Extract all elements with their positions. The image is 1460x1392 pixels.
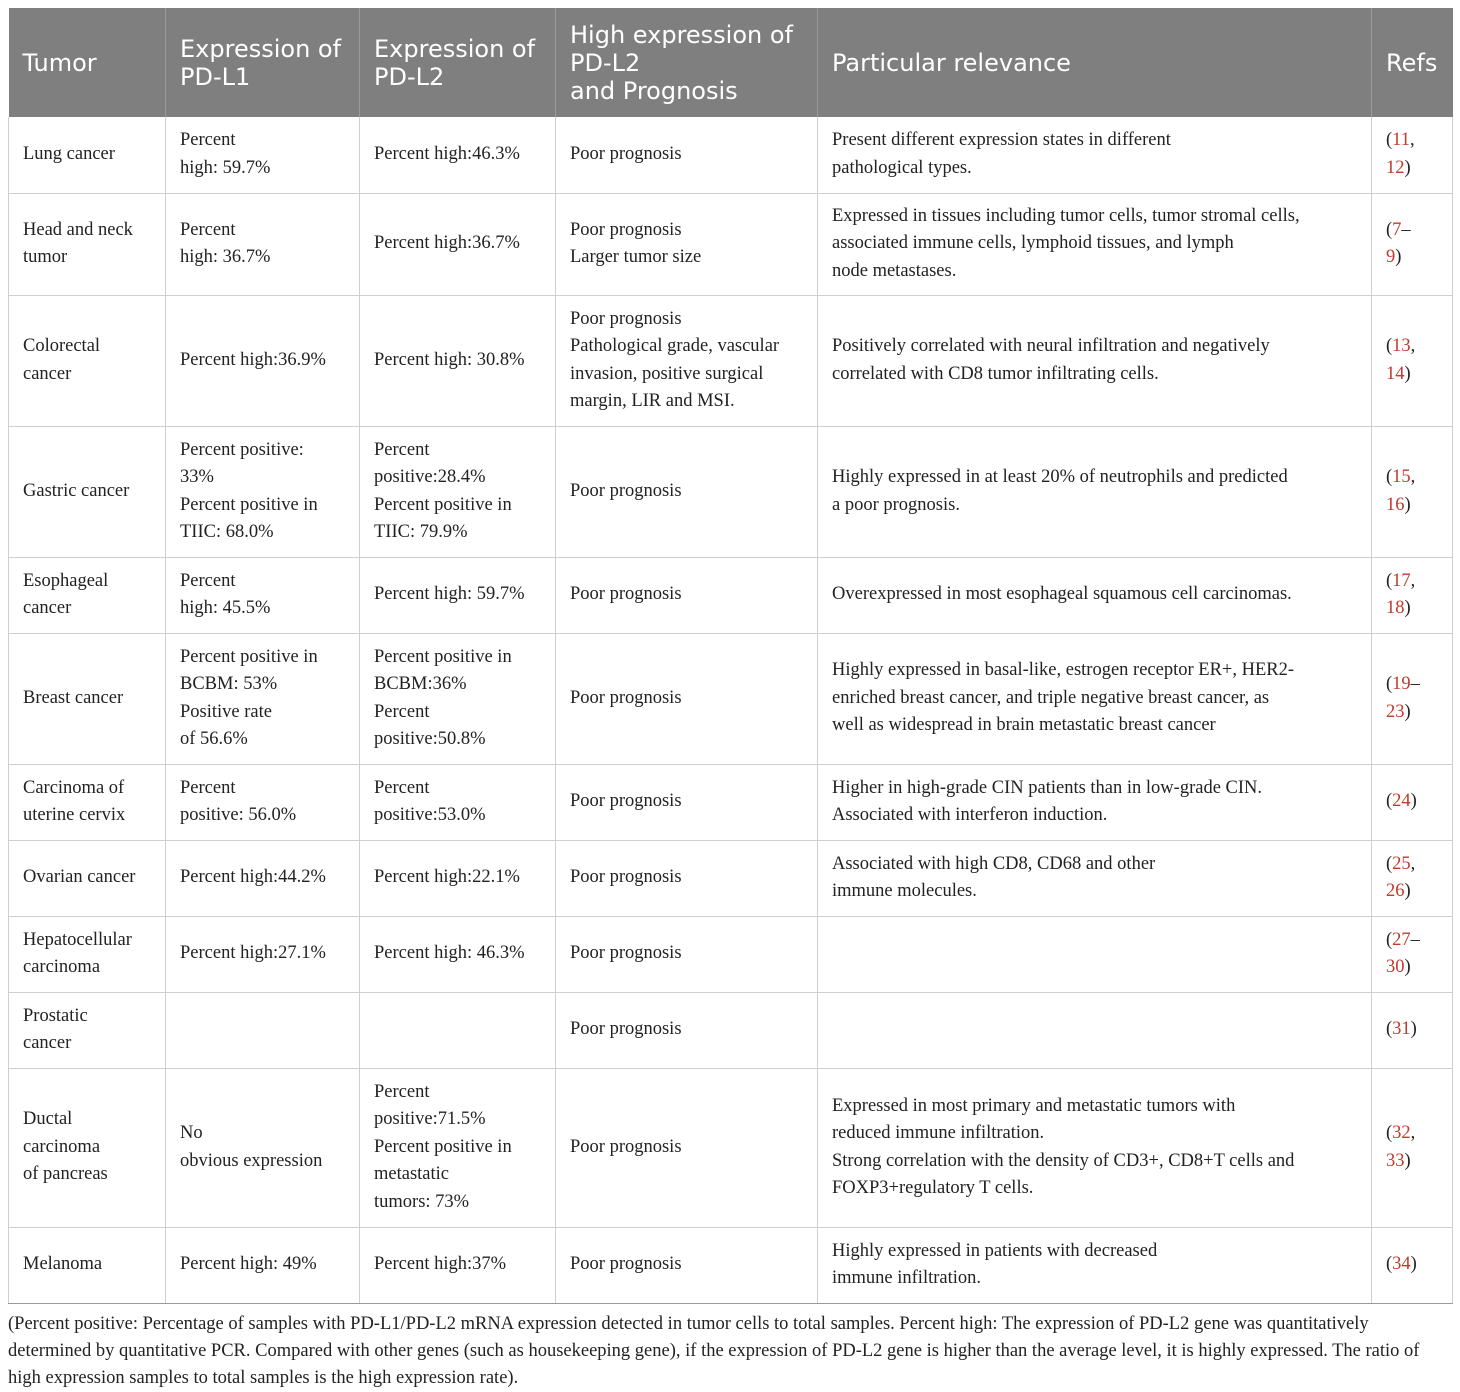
ref-link[interactable]: 7 — [1392, 219, 1402, 240]
cell-relevance: Highly expressed in patients with decreased immune infiltration. — [818, 1227, 1372, 1303]
cell-refs: (25, 26) — [1372, 840, 1453, 916]
cell-pdl2: Percent high:37% — [360, 1227, 556, 1303]
ref-separator: , — [1410, 130, 1415, 151]
cell-pdl2: Percent positive:28.4% Percent positive in TIIC: 79.9% — [360, 426, 556, 557]
ref-separator: – — [1410, 674, 1420, 694]
header-relevance: Particular relevance — [818, 8, 1372, 117]
ref-separator: , — [1410, 336, 1416, 356]
cell-refs: (17, 18) — [1372, 557, 1453, 633]
ref-link[interactable]: 18 — [1386, 598, 1405, 618]
cell-relevance — [818, 992, 1372, 1068]
table-row — [9, 992, 1453, 1068]
table-row — [9, 764, 1453, 840]
cell-relevance: Highly expressed in basal-like, estrogen receptor ER+, HER2- enriched breast cancer, and triple negative breast cancer, as well as widespread in brain metastatic breast cancer — [818, 633, 1372, 764]
cell-refs: (31) — [1372, 992, 1453, 1068]
table-row — [9, 1068, 1453, 1227]
cell-tumor: Ovarian cancer — [9, 840, 166, 916]
cell-pdl2: Percent high:22.1% — [360, 840, 556, 916]
cell-pdl1: No obvious expression — [166, 1068, 360, 1227]
cell-prognosis: Poor prognosis — [556, 426, 818, 557]
cell-pdl2: Percent high:46.3% — [360, 117, 556, 193]
header-prognosis: High expression of PD-L2 and Prognosis — [556, 8, 818, 117]
cell-refs: (15, 16) — [1372, 426, 1453, 557]
cell-tumor: Carcinoma of uterine cervix — [9, 764, 166, 840]
ref-link[interactable]: 26 — [1386, 881, 1405, 901]
cell-pdl2: Percent high: 46.3% — [360, 916, 556, 992]
ref-separator: , — [1410, 570, 1416, 591]
table-row — [9, 117, 1453, 193]
cell-prognosis: Poor prognosis Larger tumor size — [556, 193, 818, 295]
cell-pdl2: Percent positive in BCBM:36% Percent positive:50.8% — [360, 633, 556, 764]
table-row — [9, 557, 1453, 633]
cell-pdl1: Percent positive: 33% Percent positive in TIIC: 68.0% — [166, 426, 360, 557]
cell-prognosis: Poor prognosis — [556, 840, 818, 916]
ref-link[interactable]: 25 — [1392, 853, 1411, 874]
cell-relevance: Positively correlated with neural infiltration and negatively correlated with CD8 tumor infiltrating cells. — [818, 295, 1372, 426]
ref-link[interactable]: 24 — [1392, 791, 1411, 812]
cell-tumor: Hepatocellular carcinoma — [9, 916, 166, 992]
cell-relevance: Present different expression states in different pathological types. — [818, 117, 1372, 193]
table-row — [9, 193, 1453, 295]
cell-tumor: Esophageal cancer — [9, 557, 166, 633]
ref-separator: , — [1410, 1123, 1416, 1143]
table-row — [9, 633, 1453, 764]
cell-pdl1: Percent high: 36.7% — [166, 193, 360, 295]
table-row — [9, 840, 1453, 916]
ref-link[interactable]: 23 — [1386, 701, 1405, 722]
cell-refs: (7– 9) — [1372, 193, 1453, 295]
table-container — [8, 8, 1452, 1304]
cell-tumor: Colorectal cancer — [9, 295, 166, 426]
cell-tumor: Lung cancer — [9, 117, 166, 193]
table-body — [9, 117, 1453, 1303]
cell-refs: (13, 14) — [1372, 295, 1453, 426]
cell-pdl1: Percent high: 49% — [166, 1227, 360, 1303]
cell-pdl1: Percent positive: 56.0% — [166, 764, 360, 840]
ref-link[interactable]: 31 — [1392, 1019, 1411, 1040]
cell-refs: (34) — [1372, 1227, 1453, 1303]
cell-tumor: Prostatic cancer — [9, 992, 166, 1068]
cell-refs: (32, 33) — [1372, 1068, 1453, 1227]
cell-prognosis: Poor prognosis — [556, 764, 818, 840]
ref-link[interactable]: 33 — [1386, 1150, 1405, 1171]
cell-prognosis: Poor prognosis — [556, 557, 818, 633]
tumor-expression-table — [8, 8, 1453, 1304]
header-row — [9, 8, 1453, 117]
cell-relevance: Higher in high-grade CIN patients than in low-grade CIN. Associated with interferon induction. — [818, 764, 1372, 840]
ref-link[interactable]: 32 — [1392, 1123, 1411, 1143]
ref-link[interactable]: 13 — [1392, 336, 1411, 356]
cell-pdl1: Percent positive in BCBM: 53% Positive rate of 56.6% — [166, 633, 360, 764]
cell-pdl1 — [166, 992, 360, 1068]
ref-link[interactable]: 16 — [1386, 494, 1405, 515]
header-tumor: Tumor — [9, 8, 166, 117]
ref-link[interactable]: 19 — [1392, 674, 1411, 694]
table-footnote: (Percent positive: Percentage of samples with PD-L1/PD-L2 mRNA expression detected in tumor cells to total samples. Percent high: The expression of PD-L2 gene was quantitatively determined by quantitative PCR. Compared with other genes (such as housekeeping gene), if the expression of PD-L2 gene is higher than the average level, it is highly expressed. The ratio of high expression samples to total samples is the high expression rate). — [8, 1314, 1420, 1388]
cell-prognosis: Poor prognosis Pathological grade, vascular invasion, positive surgical margin, LIR and MSI. — [556, 295, 818, 426]
cell-prognosis: Poor prognosis — [556, 992, 818, 1068]
cell-pdl2: Percent high: 30.8% — [360, 295, 556, 426]
cell-prognosis: Poor prognosis — [556, 117, 818, 193]
cell-pdl1: Percent high: 59.7% — [166, 117, 360, 193]
cell-relevance: Overexpressed in most esophageal squamous cell carcinomas. — [818, 557, 1372, 633]
cell-pdl1: Percent high: 45.5% — [166, 557, 360, 633]
cell-pdl1: Percent high:27.1% — [166, 916, 360, 992]
ref-separator: , — [1410, 853, 1416, 874]
cell-refs: (11, 12) — [1372, 117, 1453, 193]
cell-relevance: Expressed in most primary and metastatic tumors with reduced immune infiltration. Strong correlation with the density of CD3+, CD8+T cells and FOXP3+regulatory T cells. — [818, 1068, 1372, 1227]
ref-separator: – — [1401, 219, 1411, 240]
ref-link[interactable]: 30 — [1386, 957, 1405, 977]
cell-refs: (27– 30) — [1372, 916, 1453, 992]
cell-prognosis: Poor prognosis — [556, 633, 818, 764]
ref-link[interactable]: 27 — [1392, 929, 1411, 950]
cell-relevance: Expressed in tissues including tumor cells, tumor stromal cells, associated immune cells, lymphoid tissues, and lymph node metastases. — [818, 193, 1372, 295]
cell-prognosis: Poor prognosis — [556, 1227, 818, 1303]
header-pdl1: Expression of PD-L1 — [166, 8, 360, 117]
cell-tumor: Ductal carcinoma of pancreas — [9, 1068, 166, 1227]
table-row — [9, 916, 1453, 992]
cell-tumor: Melanoma — [9, 1227, 166, 1303]
cell-pdl2: Percent high: 59.7% — [360, 557, 556, 633]
ref-link[interactable]: 17 — [1392, 570, 1411, 591]
ref-link[interactable]: 14 — [1386, 363, 1405, 384]
cell-pdl2: Percent high:36.7% — [360, 193, 556, 295]
cell-refs: (19– 23) — [1372, 633, 1453, 764]
cell-relevance: Associated with high CD8, CD68 and other immune molecules. — [818, 840, 1372, 916]
ref-link[interactable]: 12 — [1386, 157, 1405, 178]
cell-pdl2: Percent positive:71.5% Percent positive in metastatic tumors: 73% — [360, 1068, 556, 1227]
header-refs: Refs — [1372, 8, 1453, 117]
cell-tumor: Head and neck tumor — [9, 193, 166, 295]
table-row — [9, 426, 1453, 557]
header-pdl2: Expression of PD-L2 — [360, 8, 556, 117]
cell-pdl2: Percent positive:53.0% — [360, 764, 556, 840]
cell-prognosis: Poor prognosis — [556, 1068, 818, 1227]
cell-pdl2 — [360, 992, 556, 1068]
ref-link[interactable]: 11 — [1392, 130, 1410, 151]
cell-tumor: Breast cancer — [9, 633, 166, 764]
cell-pdl1: Percent high:36.9% — [166, 295, 360, 426]
cell-refs: (24) — [1372, 764, 1453, 840]
cell-relevance — [818, 916, 1372, 992]
ref-link[interactable]: 9 — [1386, 247, 1396, 267]
table-row — [9, 295, 1453, 426]
cell-prognosis: Poor prognosis — [556, 916, 818, 992]
ref-separator: – — [1410, 929, 1420, 950]
ref-separator: , — [1410, 467, 1416, 487]
ref-link[interactable]: 15 — [1392, 467, 1411, 487]
cell-tumor: Gastric cancer — [9, 426, 166, 557]
ref-link[interactable]: 34 — [1392, 1254, 1411, 1275]
table-row — [9, 1227, 1453, 1303]
cell-relevance: Highly expressed in at least 20% of neutrophils and predicted a poor prognosis. — [818, 426, 1372, 557]
cell-pdl1: Percent high:44.2% — [166, 840, 360, 916]
